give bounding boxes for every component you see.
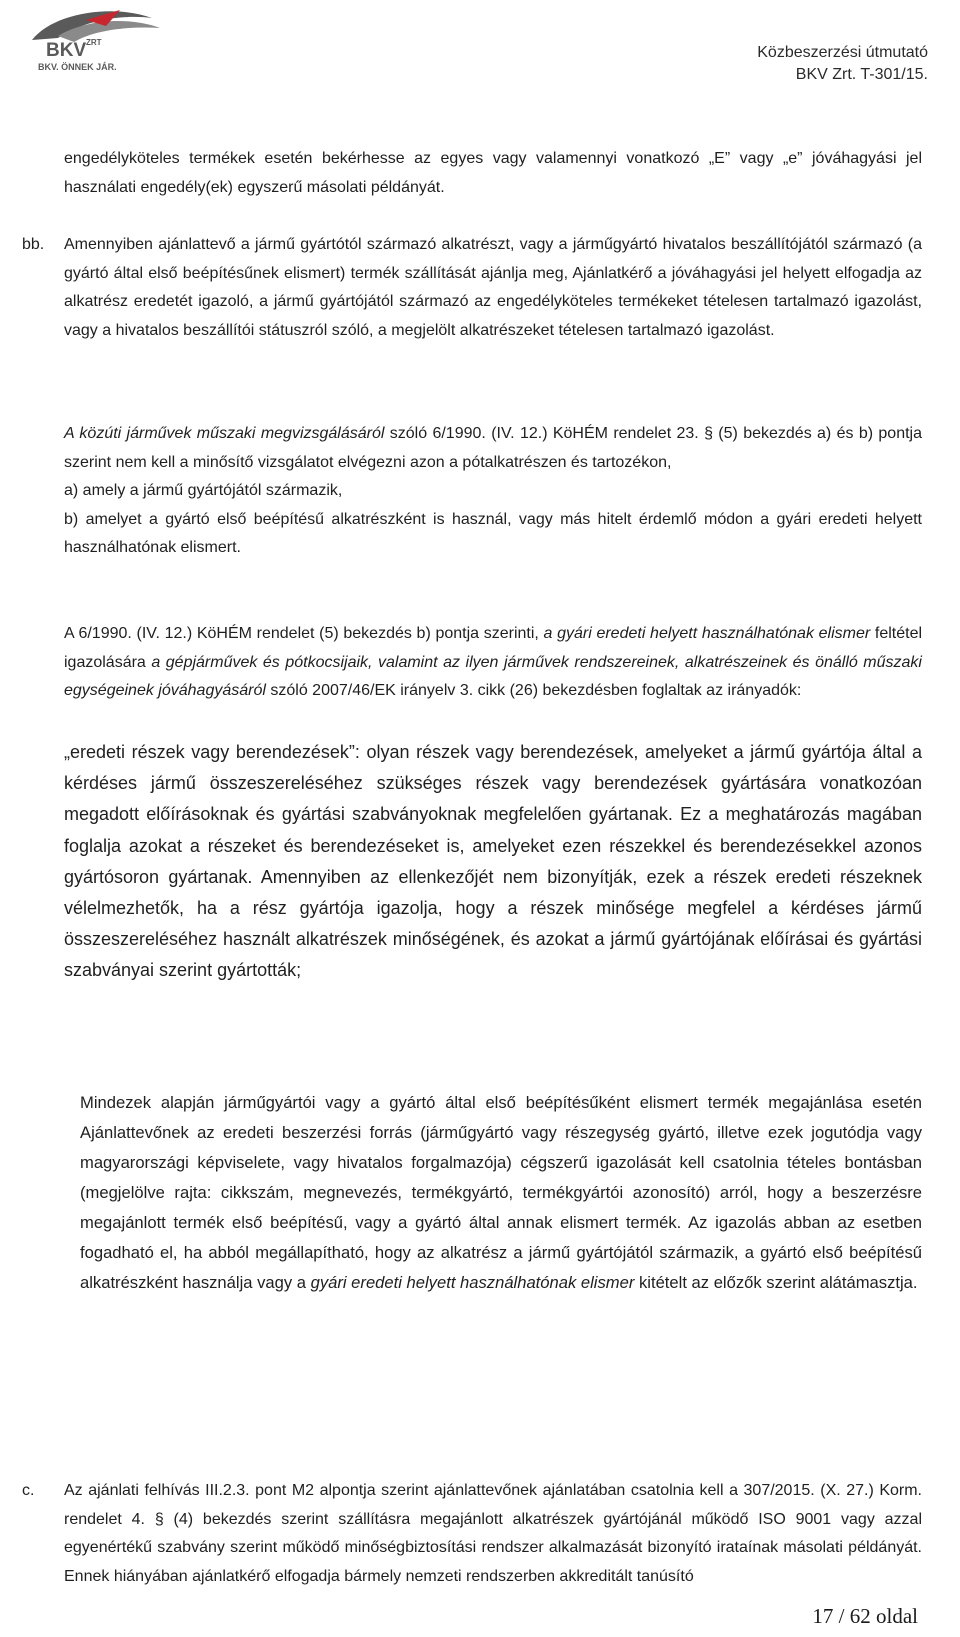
- logo-superscript: ZRT: [86, 38, 102, 47]
- list-item-text: Amennyiben ajánlattevő a jármű gyártótól származó alkatrészt, vagy a járműgyártó hivatalos beszállítójától származó (a gyártó által első beépítésűnek elismert) termék szállítását ajánlja meg, Ajánlatkérő a jóváhagyási jel helyett elfogadja az alkatrész eredetét igazoló, a jármű gyártójától származó az engedélyköteles termékeket tételesen tartalmazó igazolást, vagy a hivatalos beszállítói státuszról szóló, a megjelölt alkatrészeket tételesen tartalmazó igazolást.: [64, 236, 922, 339]
- text-run: A 6/1990. (IV. 12.) KöHÉM rendelet (5) bekezdés b) pontja szerinti,: [64, 625, 544, 642]
- text-run: Mindezek alapján járműgyártói vagy a gyártó által első beépítésűként elismert termék megajánlása esetén Ajánlattevőnek az eredeti beszerzési forrás (járműgyártó vagy részegység gyártó, illetve ezek jogutódja vagy magyarországi képviselete, vagy hivatalos forgalmazója) cégszerű igazolását kell csatolnia tételes bontásban (megjelölve rajta: cikkszám, megnevezés, termékgyártó, termékgyártói azonosító) arról, hogy a beszerzésre megajánlott termék első beépítésű, vagy a gyártó által annak elismert termék. Az igazolás abban az esetben fogadható el, ha abból megállapítható, hogy az alkatrész a jármű gyártójától származik, a gyártó első beépítésű alkatrészként használja vagy a: [80, 1093, 922, 1292]
- regulation-point-b: b) amelyet a gyártó első beépítésű alkatrészként is használ, vagy más hitelt érdemlő módon a gyári eredeti helyett használhatónak elismert.: [64, 510, 922, 557]
- paragraph-top: [64, 145, 922, 202]
- regulation-body: szóló 6/1990. (IV. 12.) KöHÉM rendelet 23. § (5) bekezdés a) és b) pontja szerint nem kell a minősítő vizsgálatot elvégezni azon a pótalkatrészen és tartozékon,: [64, 425, 922, 471]
- regulation-title: A közúti járművek műszaki megvizsgálásáról: [64, 425, 385, 442]
- paragraph-text: [80, 1088, 922, 1298]
- paragraph-directive: [64, 620, 922, 706]
- italic-run: gyári eredeti helyett használhatónak elismer: [310, 1273, 635, 1292]
- text-run: szóló 2007/46/EK irányelv 3. cikk (26) bekezdésben foglaltak az irányadók:: [265, 682, 802, 700]
- paragraph-summary: [80, 1088, 922, 1298]
- paragraph-text: [64, 620, 922, 706]
- document-header: [757, 42, 928, 86]
- bkv-logo: [24, 6, 174, 74]
- regulation-point-a: a) amely a jármű gyártójától származik,: [64, 482, 343, 500]
- list-item-c: [64, 1477, 922, 1591]
- page-number: 17 / 62 oldal: [812, 1604, 918, 1628]
- list-marker-bb: bb.: [22, 236, 45, 253]
- text-run: feltétel igazolására: [64, 625, 923, 671]
- logo-text: BKV: [46, 40, 87, 61]
- text-run: kitételt az előzők szerint alátámasztja.: [634, 1273, 918, 1292]
- list-marker-c: c.: [22, 1482, 35, 1499]
- quote-text: „eredeti részek vagy berendezések”: olyan részek vagy berendezések, amelyeket a jármű gyártója által a kérdéses jármű összeszereléséhez szükséges részek vagy berendezések gyártására vonatkozóan megadott előírásoknak és gyártási szabványoknak megfelelően gyártanak. Ez a meghatározás magában foglalja azokat a részeket és berendezéseket is, amelyeket ezen részekkel és berendezésekkel azonos gyártósoron gyártanak. Amennyiben az ellenkezőjét nem bizonyítják, ezek a részek eredeti részeknek vélelmezhetők, ha a rész gyártója igazolja, hogy a részek minősége megfelel a kérdéses jármű összeszereléséhez használt alkatrészek minőségének, és azokat a jármű gyártójának előírásai és gyártási szabványai szerint gyártották;: [64, 742, 922, 981]
- list-item-text: Az ajánlati felhívás III.2.3. pont M2 alpontja szerint ajánlattevőnek ajánlatában csatolnia kell a 307/2015. (X. 27.) Korm. rendelet 4. § (4) bekezdés szerint szállításra megajánlott alkatrészek gyártójánál működő ISO 9001 vagy azzal egyenértékű szabvány szerint működő minőségbiztosítási rendszer alkalmazását bizonyító irataínak másolati példányát. Ennek hiányában ajánlatkérő elfogadja bármely nemzeti rendszerben akkreditált tanúsító: [64, 1482, 922, 1585]
- italic-run: a gépjárművek és pótkocsijaik, valamint az ilyen járművek rendszereinek, alkatrészeinek és önálló műszaki egységeinek jóváhagyásáról: [64, 653, 922, 700]
- paragraph-text: engedélyköteles termékek esetén bekérhesse az egyes vagy valamennyi vonatkozó „E” vagy „e” jóváhagyási jel használati engedély(ek) egyszerű másolati példányát.: [64, 150, 922, 196]
- italic-run: a gyári eredeti helyett használhatónak elismer: [543, 625, 871, 642]
- list-item-bb: [64, 231, 922, 345]
- logo-slogan: BKV. ÖNNEK JÁR.: [38, 62, 117, 72]
- document-title: Közbeszerzési útmutató: [757, 44, 928, 61]
- bkv-logo-mark: [24, 6, 174, 74]
- document-reference: BKV Zrt. T-301/15.: [795, 66, 928, 83]
- regulation-paragraph: [64, 420, 922, 563]
- regulation-text: [64, 420, 922, 477]
- definition-quote: [64, 737, 922, 987]
